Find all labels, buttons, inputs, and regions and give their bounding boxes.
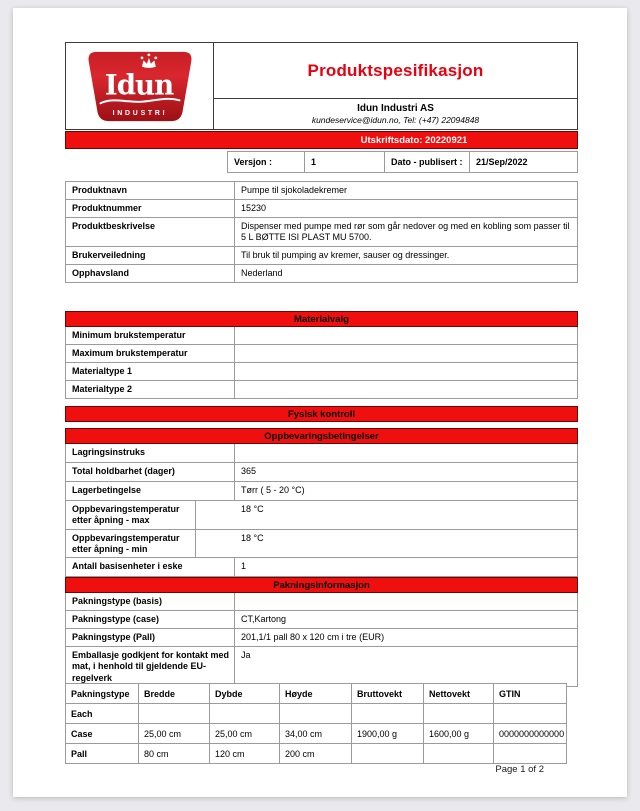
row-label: Oppbevaringstemperatur etter åpning - max [66,501,196,529]
row-value: Til bruk til pumping av kremer, sauser og dressinger. [241,249,450,260]
section-header-fysisk-kontroll: Fysisk kontroll [65,406,578,422]
oppbevaring-table [65,444,578,577]
table-cell: 1600,00 g [423,724,493,743]
version-value: 1 [304,152,384,172]
table-row [66,344,577,362]
svg-text:INDUSTRI: INDUSTRI [112,109,167,117]
row-label: Pakningstype (basis) [66,593,235,610]
table-cell: 25,00 cm [138,724,209,743]
table-row [66,199,577,217]
table-row [66,723,566,743]
row-label: Produktnummer [66,200,235,217]
table-row [66,462,577,481]
document-page [13,8,627,797]
table-cell: 80 cm [138,744,209,763]
table-row [66,646,577,686]
svg-text:Idun: Idun [104,67,173,101]
row-label: Pall [71,748,88,759]
column-header: GTIN [493,684,566,703]
page-number: Page 1 of 2 [495,764,544,775]
row-value: 18 °C [241,504,264,514]
row-value [235,363,577,380]
row-label: Total holdbarhet (dager) [66,463,235,481]
table-row [66,500,577,529]
table-cell: 200 cm [279,744,351,763]
table-row [66,743,566,763]
row-value: Tørr ( 5 - 20 °C) [241,485,305,495]
company-info [214,99,577,129]
row-label: Pakningstype (Pall) [66,629,235,646]
idun-logo-graphic [84,46,196,127]
row-value: 1 [241,561,247,571]
column-header: Bredde [138,684,209,703]
row-value: 15230 [241,203,267,213]
table-row [66,246,577,264]
row-value: CT,Kartong [241,614,287,624]
table-row [66,703,566,723]
section-pakningsinformasjon [65,577,578,687]
header-right-panel [213,43,577,129]
row-label: Oppbevaringstemperatur etter åpning - min [66,530,196,558]
row-label: Produktbeskrivelse [66,218,235,246]
idun-logo [66,43,213,129]
table-row [66,217,577,246]
table-cell [493,744,566,763]
table-cell [209,704,279,723]
section-header-pakningsinformasjon: Pakningsinformasjon [65,577,578,593]
table-header-row [66,684,566,703]
row-value [235,593,577,610]
column-header: Dybde [209,684,279,703]
row-value: 201,1/1 pall 80 x 120 cm i tre (EUR) [241,632,385,642]
row-label: Materialtype 1 [66,363,235,380]
table-cell [351,744,423,763]
table-row [66,481,577,500]
table-cell: 34,00 cm [279,724,351,743]
section-materialvalg [65,311,578,399]
row-value [235,345,577,362]
row-label: Pakningstype (case) [66,611,235,628]
table-row [66,593,577,610]
row-label: Lagringsinstruks [66,444,235,462]
column-header: Nettovekt [423,684,493,703]
row-value [235,444,577,462]
row-label: Maximum brukstemperatur [66,345,235,362]
table-row [66,264,577,282]
page-title: Produktspesifikasjon [214,43,577,99]
product-info-table [65,181,578,283]
row-label: Antall basisenheter i eske [66,558,235,576]
document-header [65,42,578,130]
table-cell [279,704,351,723]
section-oppbevaringsbetingelser [65,428,578,577]
section-header-oppbevaringsbetingelser: Oppbevaringsbetingelser [65,428,578,444]
table-row [66,182,577,199]
row-value: Pumpe til sjokoladekremer [241,185,348,195]
row-label: Brukerveiledning [66,247,235,264]
table-row [66,362,577,380]
table-row [66,529,577,558]
row-value: 365 [241,466,257,476]
row-label: Emballasje godkjent for kontakt med mat, i henhold til gjeldende EU-regelverk [66,647,235,686]
table-cell: 0000000000000 [493,724,569,743]
table-cell [351,704,423,723]
row-label: Minimum brukstemperatur [66,327,235,344]
row-label: Case [71,728,93,739]
row-value: Ja [241,650,251,660]
column-header: Pakningstype [71,688,130,699]
table-cell: 1900,00 g [351,724,423,743]
version-row [227,151,578,173]
row-value: 18 °C [241,532,264,543]
table-cell [423,704,493,723]
column-header: Bruttovekt [351,684,423,703]
section-header-materialvalg: Materialvalg [65,311,578,327]
row-label: Lagerbetingelse [66,482,235,500]
row-label: Opphavsland [66,265,235,282]
table-cell: 25,00 cm [209,724,279,743]
table-row [66,610,577,628]
row-value [235,327,577,344]
table-row [66,628,577,646]
published-date-value: 21/Sep/2022 [469,152,577,172]
print-date-bar: Utskriftsdato: 20220921 [65,131,578,149]
row-value [235,381,577,398]
table-row [66,380,577,398]
table-row [66,444,577,462]
row-label: Materialtype 2 [66,381,235,398]
table-cell [423,744,493,763]
table-row [66,327,577,344]
published-date-label: Dato - publisert : [384,152,469,172]
row-label: Produktnavn [66,182,235,199]
row-label: Each [71,708,93,719]
row-value: Dispenser med pumpe med rør som går nedover og med en kobling som passer til 5 L BØTTE ISI PLAST MU 5700. [241,221,570,243]
table-cell [138,704,209,723]
pakning-table [65,593,578,687]
dimensions-table [65,683,567,764]
version-label: Versjon : [228,152,304,172]
company-name: Idun Industri AS [357,102,434,114]
column-header: Høyde [279,684,351,703]
materialvalg-table [65,327,578,399]
table-row [66,557,577,576]
row-value: Nederland [241,267,283,278]
table-cell: 120 cm [209,744,279,763]
company-contact: kundeservice@idun.no, Tel: (+47) 22094848 [311,114,480,125]
table-cell [493,704,566,723]
